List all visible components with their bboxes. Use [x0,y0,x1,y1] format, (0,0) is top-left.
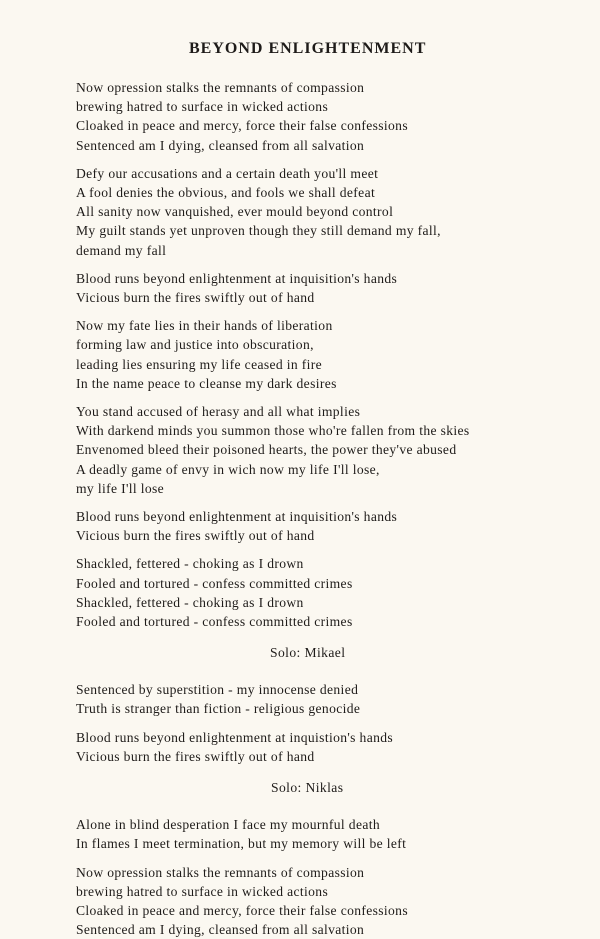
solo-niklas-label: Solo: Niklas [76,778,600,797]
stanza [76,164,600,260]
stanza [76,863,600,939]
lyric-line: Blood runs beyond enlightenment at inquisition's hands [76,269,600,288]
lyric-line: In the name peace to cleanse my dark desires [76,374,600,393]
solo-mikael-label: Solo: Mikael [76,643,600,662]
lyric-line: Fooled and tortured - confess committed crimes [76,612,600,631]
stanza [76,507,600,545]
song-title: BEYOND ENLIGHTENMENT [189,40,600,58]
lyric-line: brewing hatred to surface in wicked actions [76,882,600,901]
stanza [76,402,600,498]
lyric-line: Envenomed bleed their poisoned hearts, the power they've abused [76,440,600,459]
lyrics-section-1 [76,78,600,631]
lyric-line: All sanity now vanquished, ever mould beyond control [76,202,600,221]
lyric-line: Defy our accusations and a certain death you'll meet [76,164,600,183]
stanza [76,815,600,853]
lyric-line: Blood runs beyond enlightenment at inquisition's hands [76,507,600,526]
lyric-line: forming law and justice into obscuration, [76,335,600,354]
lyric-line: Shackled, fettered - choking as I drown [76,593,600,612]
lyric-line: Now my fate lies in their hands of liberation [76,316,600,335]
stanza [76,680,600,718]
lyric-line: Now opression stalks the remnants of compassion [76,78,600,97]
lyric-line: Vicious burn the fires swiftly out of hand [76,526,600,545]
lyric-line: Sentenced am I dying, cleansed from all salvation [76,136,600,155]
stanza [76,269,600,307]
lyric-line: my life I'll lose [76,479,600,498]
lyric-line: Blood runs beyond enlightenment at inquistion's hands [76,728,600,747]
lyric-line: leading lies ensuring my life ceased in fire [76,355,600,374]
lyrics-section-2 [76,680,600,766]
lyric-line: Now opression stalks the remnants of compassion [76,863,600,882]
stanza [76,316,600,393]
lyric-line: Sentenced am I dying, cleansed from all salvation [76,920,600,939]
lyric-line: Alone in blind desperation I face my mournful death [76,815,600,834]
lyric-line: Sentenced by superstition - my innocense denied [76,680,600,699]
stanza [76,78,600,155]
lyric-line: brewing hatred to surface in wicked actions [76,97,600,116]
lyric-line: You stand accused of herasy and all what implies [76,402,600,421]
lyric-line: A fool denies the obvious, and fools we shall defeat [76,183,600,202]
lyrics-section-3 [76,815,600,939]
lyric-line: In flames I meet termination, but my memory will be left [76,834,600,853]
lyric-line: A deadly game of envy in wich now my life I'll lose, [76,460,600,479]
lyric-line: Cloaked in peace and mercy, force their false confessions [76,901,600,920]
stanza [76,554,600,631]
stanza [76,728,600,766]
lyric-line: Vicious burn the fires swiftly out of hand [76,288,600,307]
lyric-line: Shackled, fettered - choking as I drown [76,554,600,573]
lyric-line: With darkend minds you summon those who're fallen from the skies [76,421,600,440]
lyric-line: Fooled and tortured - confess committed crimes [76,574,600,593]
lyric-line: Cloaked in peace and mercy, force their false confessions [76,116,600,135]
lyric-line: Vicious burn the fires swiftly out of hand [76,747,600,766]
lyric-line: My guilt stands yet unproven though they still demand my fall, [76,221,600,240]
lyric-line: Truth is stranger than fiction - religious genocide [76,699,600,718]
lyric-line: demand my fall [76,241,600,260]
